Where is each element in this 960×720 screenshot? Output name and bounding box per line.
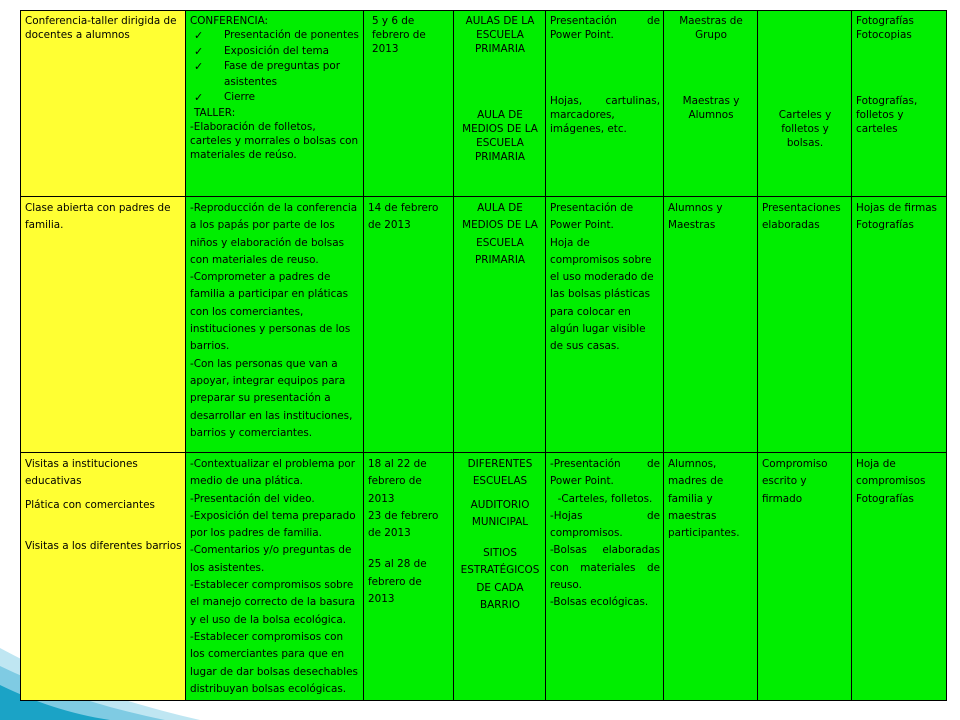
- activity-cell: Conferencia-taller dirigida de docentes a alumnos: [21, 11, 186, 197]
- participants-cell: Maestras de Grupo Maestras y Alumnos: [664, 11, 758, 197]
- activity-cell: Visitas a instituciones educativas Plática con comerciantes Visitas a los diferentes barrios: [21, 453, 186, 701]
- products-cell: Carteles y folletos y bolsas.: [758, 11, 852, 197]
- description-cell: -Contextualizar el problema por medio de una plática. -Presentación del video. -Exposición del tema preparado por los padres de familia. -Comentarios y/o preguntas de los asistentes. -Establecer compromisos sobre el manejo correcto de la basura y el uso de la bolsa ecológica. -Establecer compromisos con los comerciantes para que en lugar de dar bolsas desechables distribuyan bolsas ecológicas.: [186, 453, 364, 701]
- table-row: [21, 197, 947, 453]
- activity-schedule-table: [20, 10, 947, 701]
- evidence-cell: Fotografías Fotocopias Fotografías, folletos y carteles: [852, 11, 947, 197]
- products-cell: Presentaciones elaboradas: [758, 197, 852, 453]
- description-cell: [186, 11, 364, 197]
- location-cell: AULA DE MEDIOS DE LA ESCUELA PRIMARIA: [454, 197, 546, 453]
- checklist-item: ✓ Exposición del tema: [194, 44, 329, 58]
- activity-cell: Clase abierta con padres de familia.: [21, 197, 186, 453]
- checkmark-icon: ✓: [194, 91, 204, 105]
- checklist-item: ✓ Cierre: [194, 91, 256, 105]
- resources-cell: Presentación de Power Point. Hojas, cartulinas, marcadores, imágenes, etc.: [546, 11, 664, 197]
- table-row: [21, 453, 947, 701]
- location-cell: DIFERENTES ESCUELAS AUDITORIO MUNICIPAL SITIOS ESTRATÉGICOS DE CADA BARRIO: [454, 453, 546, 701]
- resources-cell: Presentación de Power Point. Hoja de compromisos sobre el uso moderado de las bolsas plásticas para colocar en algún lugar visible de sus casas.: [546, 197, 664, 453]
- conference-title: CONFERENCIA:: [190, 15, 269, 27]
- checkmark-icon: ✓: [194, 29, 204, 42]
- workshop-text: -Elaboración de folletos, carteles y morrales o bolsas con materiales de reúso.: [190, 120, 359, 161]
- table-row: [21, 11, 947, 197]
- conference-checklist: [190, 28, 360, 106]
- checkmark-icon: ✓: [194, 60, 204, 74]
- checklist-item: ✓ Presentación de ponentes: [194, 29, 359, 42]
- participants-cell: Alumnos y Maestras: [664, 197, 758, 453]
- checklist-item: ✓ Fase de preguntas por asistentes: [194, 60, 340, 88]
- date-cell: 5 y 6 de febrero de 2013: [364, 11, 454, 197]
- location-cell: AULAS DE LA ESCUELA PRIMARIA AULA DE MEDIOS DE LA ESCUELA PRIMARIA: [454, 11, 546, 197]
- workshop-title: TALLER:: [194, 106, 236, 119]
- evidence-cell: Hoja de compromisos Fotografías: [852, 453, 947, 701]
- checkmark-icon: ✓: [194, 44, 204, 58]
- date-cell: 18 al 22 de febrero de 2013 23 de febrero de 2013 25 al 28 de febrero de 2013: [364, 453, 454, 701]
- evidence-cell: Hojas de firmas Fotografías: [852, 197, 947, 453]
- resources-cell: -Presentación de Power Point. -Carteles, folletos. -Hojas de compromisos. -Bolsas elaboradas con materiales de reuso. -Bolsas ecológicas.: [546, 453, 664, 701]
- date-cell: 14 de febrero de 2013: [364, 197, 454, 453]
- participants-cell: Alumnos, madres de familia y maestras participantes.: [664, 453, 758, 701]
- description-cell: -Reproducción de la conferencia a los papás por parte de los niños y elaboración de bolsas con materiales de reuso. -Comprometer a padres de familia a participar en pláticas con los comerciantes, instituciones y personas de los barrios. -Con las personas que van a apoyar, integrar equipos para preparar su presentación a desarrollar en las instituciones, barrios y comerciantes.: [186, 197, 364, 453]
- products-cell: Compromiso escrito y firmado: [758, 453, 852, 701]
